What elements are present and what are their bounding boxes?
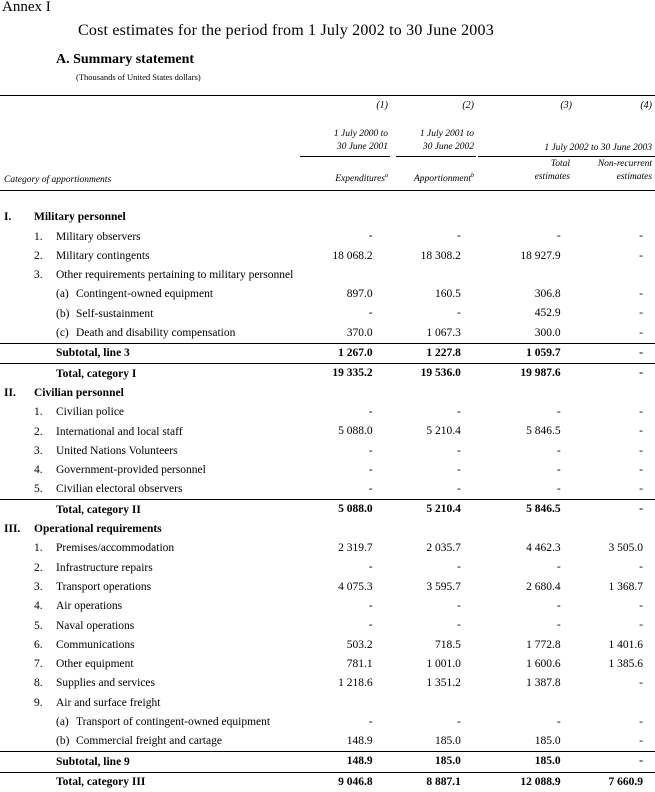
value-cell-col1: -: [368, 230, 373, 243]
header-bottom-rule: [0, 190, 655, 191]
period3-underline: [478, 156, 655, 157]
row-number: (a): [56, 288, 69, 301]
period2-underline: [396, 156, 476, 157]
value-cell-col3: 19 987.6: [463, 364, 563, 384]
row-label-cell: [0, 578, 289, 597]
value-cell-col3: 5 846.5: [463, 500, 563, 520]
value-cell-col1: 5 088.0: [289, 500, 374, 520]
value-cell-col3: -: [556, 230, 561, 243]
period1-line1: 1 July 2000 to: [333, 129, 388, 139]
value-cell-col2: 5 210.4: [375, 500, 463, 520]
total-line1: Total: [550, 159, 570, 169]
row-label-cell: [0, 304, 289, 323]
value-cell-col2: -: [456, 619, 461, 632]
expenditures-label: Expenditures: [335, 174, 385, 185]
value-cell-col3: 300.0: [534, 326, 561, 339]
value-cell-col3: -: [556, 463, 561, 476]
row-label: Government-provided personnel: [56, 464, 206, 477]
row-label-cell: [0, 324, 289, 344]
row-label-cell: [0, 344, 289, 364]
row-label-cell: [0, 285, 289, 304]
row-label: Other requirements pertaining to military personnel: [56, 269, 294, 282]
period2-header: [396, 128, 474, 154]
value-cell-col1: 781.1: [346, 657, 373, 670]
table-row: [0, 461, 655, 480]
value-cell-col2: 19 536.0: [375, 364, 463, 384]
col-number-2: (2): [462, 100, 474, 111]
value-cell-col4: [563, 693, 655, 712]
row-label: Death and disability compensation: [76, 327, 236, 340]
period3-header: 1 July 2002 to 30 June 2003: [544, 143, 652, 153]
value-cell-col1: -: [368, 599, 373, 612]
row-label: International and local staff: [56, 425, 183, 438]
value-cell-col3: -: [556, 599, 561, 612]
nonrecurrent-header: [580, 158, 652, 184]
row-label-cell: [0, 461, 289, 480]
value-cell-col3: 2 680.4: [526, 580, 561, 593]
value-cell-col2: [375, 693, 463, 712]
summary-table-body: [0, 208, 655, 792]
summary-table: [0, 208, 655, 792]
row-label: Military personnel: [34, 211, 126, 224]
value-cell-col3: -: [556, 715, 561, 728]
value-cell-col3: 1 387.8: [526, 677, 561, 690]
value-cell-col3: 18 927.9: [520, 249, 561, 262]
table-row: [0, 655, 655, 674]
value-cell-col1: [289, 520, 374, 539]
value-cell-col2: [375, 266, 463, 285]
value-cell-col3: 306.8: [534, 288, 561, 301]
table-row: [0, 247, 655, 266]
value-cell-col4: -: [639, 599, 643, 612]
row-label-cell: [0, 772, 289, 792]
value-cell-col2: 160.5: [434, 288, 461, 301]
value-cell-col4: -: [563, 500, 655, 520]
row-number: 5.: [34, 619, 43, 632]
value-cell-col1: 9 046.8: [289, 772, 374, 792]
period1-line2: 30 June 2001: [336, 142, 388, 152]
row-number: (c): [56, 327, 69, 340]
row-number: 2.: [34, 425, 43, 438]
value-cell-col2: 1 001.0: [426, 657, 461, 670]
value-cell-col1: 370.0: [346, 326, 373, 339]
row-label-cell: [0, 227, 289, 246]
value-cell-col1: -: [368, 561, 373, 574]
nonrecurrent-line1: Non-recurrent: [597, 159, 652, 169]
value-cell-col1: -: [368, 483, 373, 496]
table-row: [0, 616, 655, 635]
value-cell-col1: -: [368, 463, 373, 476]
apportionment-label: Apportionment: [414, 174, 471, 185]
row-label: Civilian electoral observers: [56, 483, 183, 496]
value-cell-col4: -: [639, 425, 643, 438]
table-row: [0, 732, 655, 752]
apportionment-header: [390, 170, 474, 186]
value-cell-col4: -: [639, 483, 643, 496]
value-cell-col4: -: [639, 307, 643, 320]
value-cell-col4: -: [639, 463, 643, 476]
period2-line2: 30 June 2002: [422, 142, 474, 152]
row-label-cell: [0, 384, 289, 403]
row-label-cell: [0, 266, 294, 285]
row-label: Transport of contingent-owned equipment: [76, 716, 271, 729]
value-cell-col2: -: [456, 463, 461, 476]
value-cell-col1: 148.9: [289, 752, 374, 772]
total-estimates-header: [510, 158, 570, 184]
value-cell-col1: 18 068.2: [332, 249, 373, 262]
value-cell-col1: -: [368, 444, 373, 457]
value-cell-col4: -: [639, 561, 643, 574]
row-label-cell: [0, 713, 289, 732]
row-label-cell: [0, 480, 289, 500]
value-cell-col1: -: [368, 715, 373, 728]
row-label-cell: [0, 597, 289, 616]
row-label-cell: [0, 364, 289, 384]
value-cell-col4: -: [563, 364, 655, 384]
value-cell-col3: 1 600.6: [526, 657, 561, 670]
table-row: [0, 597, 655, 616]
row-label: Operational requirements: [34, 523, 162, 536]
value-cell-col3: 5 846.5: [526, 425, 561, 438]
value-cell-col3: [463, 384, 563, 403]
row-label-cell: [0, 539, 289, 558]
value-cell-col4: 1 385.6: [608, 657, 643, 670]
value-cell-col1: -: [368, 619, 373, 632]
value-cell-col3: -: [556, 483, 561, 496]
value-cell-col4: -: [639, 735, 643, 748]
table-row: [0, 752, 655, 772]
row-number: II.: [4, 386, 16, 399]
col-number-4: (4): [640, 100, 652, 111]
row-label: Total, category III: [56, 775, 146, 788]
table-row: [0, 480, 655, 500]
period1-header: [300, 128, 388, 154]
value-cell-col1: 1 267.0: [289, 344, 374, 364]
value-cell-col4: -: [639, 405, 643, 418]
row-label-cell: [0, 674, 289, 693]
table-row: [0, 324, 655, 344]
value-cell-col1: 897.0: [346, 288, 373, 301]
value-cell-col3: 4 462.3: [526, 542, 561, 555]
table-row: [0, 227, 655, 246]
row-label: Premises/accommodation: [56, 542, 175, 555]
value-cell-col4: [563, 384, 655, 403]
value-cell-col1: [289, 208, 374, 227]
expenditures-header: [300, 170, 388, 186]
row-label-cell: [0, 732, 289, 752]
value-cell-col1: 503.2: [346, 638, 373, 651]
value-cell-col4: 7 660.9: [563, 772, 655, 792]
row-label: Self-sustainment: [76, 307, 154, 320]
table-row: [0, 500, 655, 520]
value-cell-col2: 185.0: [375, 752, 463, 772]
value-cell-col1: [289, 693, 374, 712]
value-cell-col1: 2 319.7: [338, 542, 373, 555]
value-cell-col2: 1 351.2: [426, 677, 461, 690]
row-label: Supplies and services: [56, 677, 156, 690]
value-cell-col2: 718.5: [434, 638, 461, 651]
table-row: [0, 285, 655, 304]
value-cell-col2: -: [456, 230, 461, 243]
units-note: (Thousands of United States dollars): [76, 72, 201, 82]
row-number: 2.: [34, 249, 43, 262]
value-cell-col4: -: [563, 344, 655, 364]
table-row: [0, 674, 655, 693]
col-number-3: (3): [560, 100, 572, 111]
value-cell-col3: [463, 266, 563, 285]
table-row: [0, 364, 655, 384]
value-cell-col2: -: [456, 444, 461, 457]
value-cell-col1: 19 335.2: [289, 364, 374, 384]
row-label: Other equipment: [56, 658, 134, 671]
row-number: 1.: [34, 230, 43, 243]
row-label: Naval operations: [56, 619, 135, 632]
value-cell-col3: 185.0: [463, 752, 563, 772]
value-cell-col3: 185.0: [534, 735, 561, 748]
section-heading: A. Summary statement: [56, 52, 195, 67]
row-label: Air operations: [56, 600, 123, 613]
row-number: III.: [4, 523, 21, 536]
footnote-marker-a: a: [385, 173, 388, 179]
value-cell-col3: -: [556, 444, 561, 457]
row-label-cell: [0, 655, 289, 674]
value-cell-col3: -: [556, 561, 561, 574]
value-cell-col4: [563, 266, 655, 285]
row-label: Total, category I: [56, 367, 137, 380]
row-label-cell: [0, 693, 289, 712]
row-label: Civilian personnel: [34, 386, 124, 399]
row-label: Subtotal, line 3: [56, 347, 130, 360]
value-cell-col2: 2 035.7: [426, 542, 461, 555]
value-cell-col4: -: [639, 288, 643, 301]
footnote-marker-b: b: [471, 173, 474, 179]
value-cell-col1: [289, 266, 374, 285]
value-cell-col1: 1 218.6: [338, 677, 373, 690]
row-label: Subtotal, line 9: [56, 755, 130, 768]
value-cell-col3: 1 059.7: [463, 344, 563, 364]
value-cell-col4: -: [639, 677, 643, 690]
row-label-cell: [0, 442, 289, 461]
row-label-cell: [0, 520, 289, 539]
value-cell-col3: [463, 520, 563, 539]
row-label: Civilian police: [56, 406, 125, 419]
row-label-cell: [0, 403, 289, 422]
table-row: [0, 578, 655, 597]
value-cell-col2: -: [456, 715, 461, 728]
value-cell-col4: [563, 208, 655, 227]
value-cell-col4: 3 505.0: [608, 542, 643, 555]
row-number: 6.: [34, 638, 43, 651]
value-cell-col2: 3 595.7: [426, 580, 461, 593]
row-number: I.: [4, 211, 12, 224]
value-cell-col3: -: [556, 619, 561, 632]
value-cell-col1: [289, 384, 374, 403]
value-cell-col1: 4 075.3: [338, 580, 373, 593]
table-row: [0, 520, 655, 539]
table-row: [0, 208, 655, 227]
value-cell-col2: [375, 208, 463, 227]
value-cell-col4: -: [563, 752, 655, 772]
row-number: (b): [56, 735, 70, 748]
table-row: [0, 442, 655, 461]
value-cell-col4: [563, 520, 655, 539]
value-cell-col4: -: [639, 249, 643, 262]
value-cell-col2: 5 210.4: [426, 425, 461, 438]
row-label: Total, category II: [56, 503, 141, 516]
row-label: Military contingents: [56, 249, 150, 262]
table-row: [0, 693, 655, 712]
value-cell-col3: 12 088.9: [463, 772, 563, 792]
nonrecurrent-line2: estimates: [616, 172, 652, 182]
annex-heading: Annex I: [2, 0, 51, 15]
row-label-cell: [0, 208, 289, 227]
total-line2: estimates: [534, 172, 570, 182]
value-cell-col4: -: [639, 230, 643, 243]
row-label-cell: [0, 422, 289, 441]
value-cell-col1: 5 088.0: [338, 425, 373, 438]
value-cell-col2: 1 227.8: [375, 344, 463, 364]
value-cell-col2: 18 308.2: [420, 249, 461, 262]
row-number: 1.: [34, 542, 43, 555]
row-label-cell: [0, 752, 289, 772]
value-cell-col1: -: [368, 405, 373, 418]
row-label-cell: [0, 500, 289, 520]
document-title: Cost estimates for the period from 1 July 2002 to 30 June 2003: [78, 22, 494, 39]
value-cell-col1: -: [368, 307, 373, 320]
row-number: 2.: [34, 561, 43, 574]
value-cell-col3: 1 772.8: [526, 638, 561, 651]
value-cell-col3: 452.9: [534, 307, 561, 320]
value-cell-col2: -: [456, 405, 461, 418]
value-cell-col4: -: [639, 326, 643, 339]
row-label: Military observers: [56, 230, 141, 243]
row-number: 4.: [34, 600, 43, 613]
row-label: Contingent-owned equipment: [76, 288, 214, 301]
row-number: 4.: [34, 464, 43, 477]
period2-line1: 1 July 2001 to: [419, 129, 474, 139]
row-label: Air and surface freight: [56, 696, 161, 709]
value-cell-col2: [375, 384, 463, 403]
value-cell-col3: [463, 208, 563, 227]
row-number: 1.: [34, 406, 43, 419]
value-cell-col2: -: [456, 307, 461, 320]
row-number: 3.: [34, 444, 43, 457]
value-cell-col4: -: [639, 619, 643, 632]
row-label-cell: [0, 558, 289, 577]
row-label: Communications: [56, 638, 135, 651]
value-cell-col2: 8 887.1: [375, 772, 463, 792]
row-number: 8.: [34, 677, 43, 690]
table-row: [0, 344, 655, 364]
table-row: [0, 713, 655, 732]
period1-underline: [300, 156, 390, 157]
row-label: Commercial freight and cartage: [76, 735, 222, 748]
table-row: [0, 403, 655, 422]
row-number: 3.: [34, 269, 43, 282]
row-label: Infrastructure repairs: [56, 561, 153, 574]
table-row: [0, 304, 655, 323]
value-cell-col2: -: [456, 561, 461, 574]
header-top-rule: [0, 95, 655, 96]
row-label-cell: [0, 616, 289, 635]
table-row: [0, 384, 655, 403]
row-label: United Nations Volunteers: [56, 444, 178, 457]
table-row: [0, 558, 655, 577]
value-cell-col2: [375, 520, 463, 539]
value-cell-col4: -: [639, 715, 643, 728]
table-row: [0, 772, 655, 792]
value-cell-col4: -: [639, 444, 643, 457]
row-number: 3.: [34, 580, 43, 593]
row-number: 7.: [34, 658, 43, 671]
category-column-header: Category of apportionments: [4, 175, 112, 185]
col-number-1: (1): [376, 100, 388, 111]
row-number: 5.: [34, 483, 43, 496]
table-row: [0, 636, 655, 655]
table-row: [0, 266, 655, 285]
value-cell-col1: 148.9: [346, 735, 373, 748]
value-cell-col2: 1 067.3: [426, 326, 461, 339]
table-row: [0, 539, 655, 558]
value-cell-col3: -: [556, 405, 561, 418]
row-number: (a): [56, 716, 69, 729]
row-label-cell: [0, 247, 289, 266]
value-cell-col2: -: [456, 483, 461, 496]
row-label: Transport operations: [56, 580, 152, 593]
value-cell-col2: 185.0: [434, 735, 461, 748]
table-row: [0, 422, 655, 441]
value-cell-col3: [463, 693, 563, 712]
row-number: (b): [56, 307, 70, 320]
row-label-cell: [0, 636, 289, 655]
value-cell-col4: 1 368.7: [608, 580, 643, 593]
row-number: 9.: [34, 696, 43, 709]
value-cell-col2: -: [456, 599, 461, 612]
value-cell-col4: 1 401.6: [608, 638, 643, 651]
